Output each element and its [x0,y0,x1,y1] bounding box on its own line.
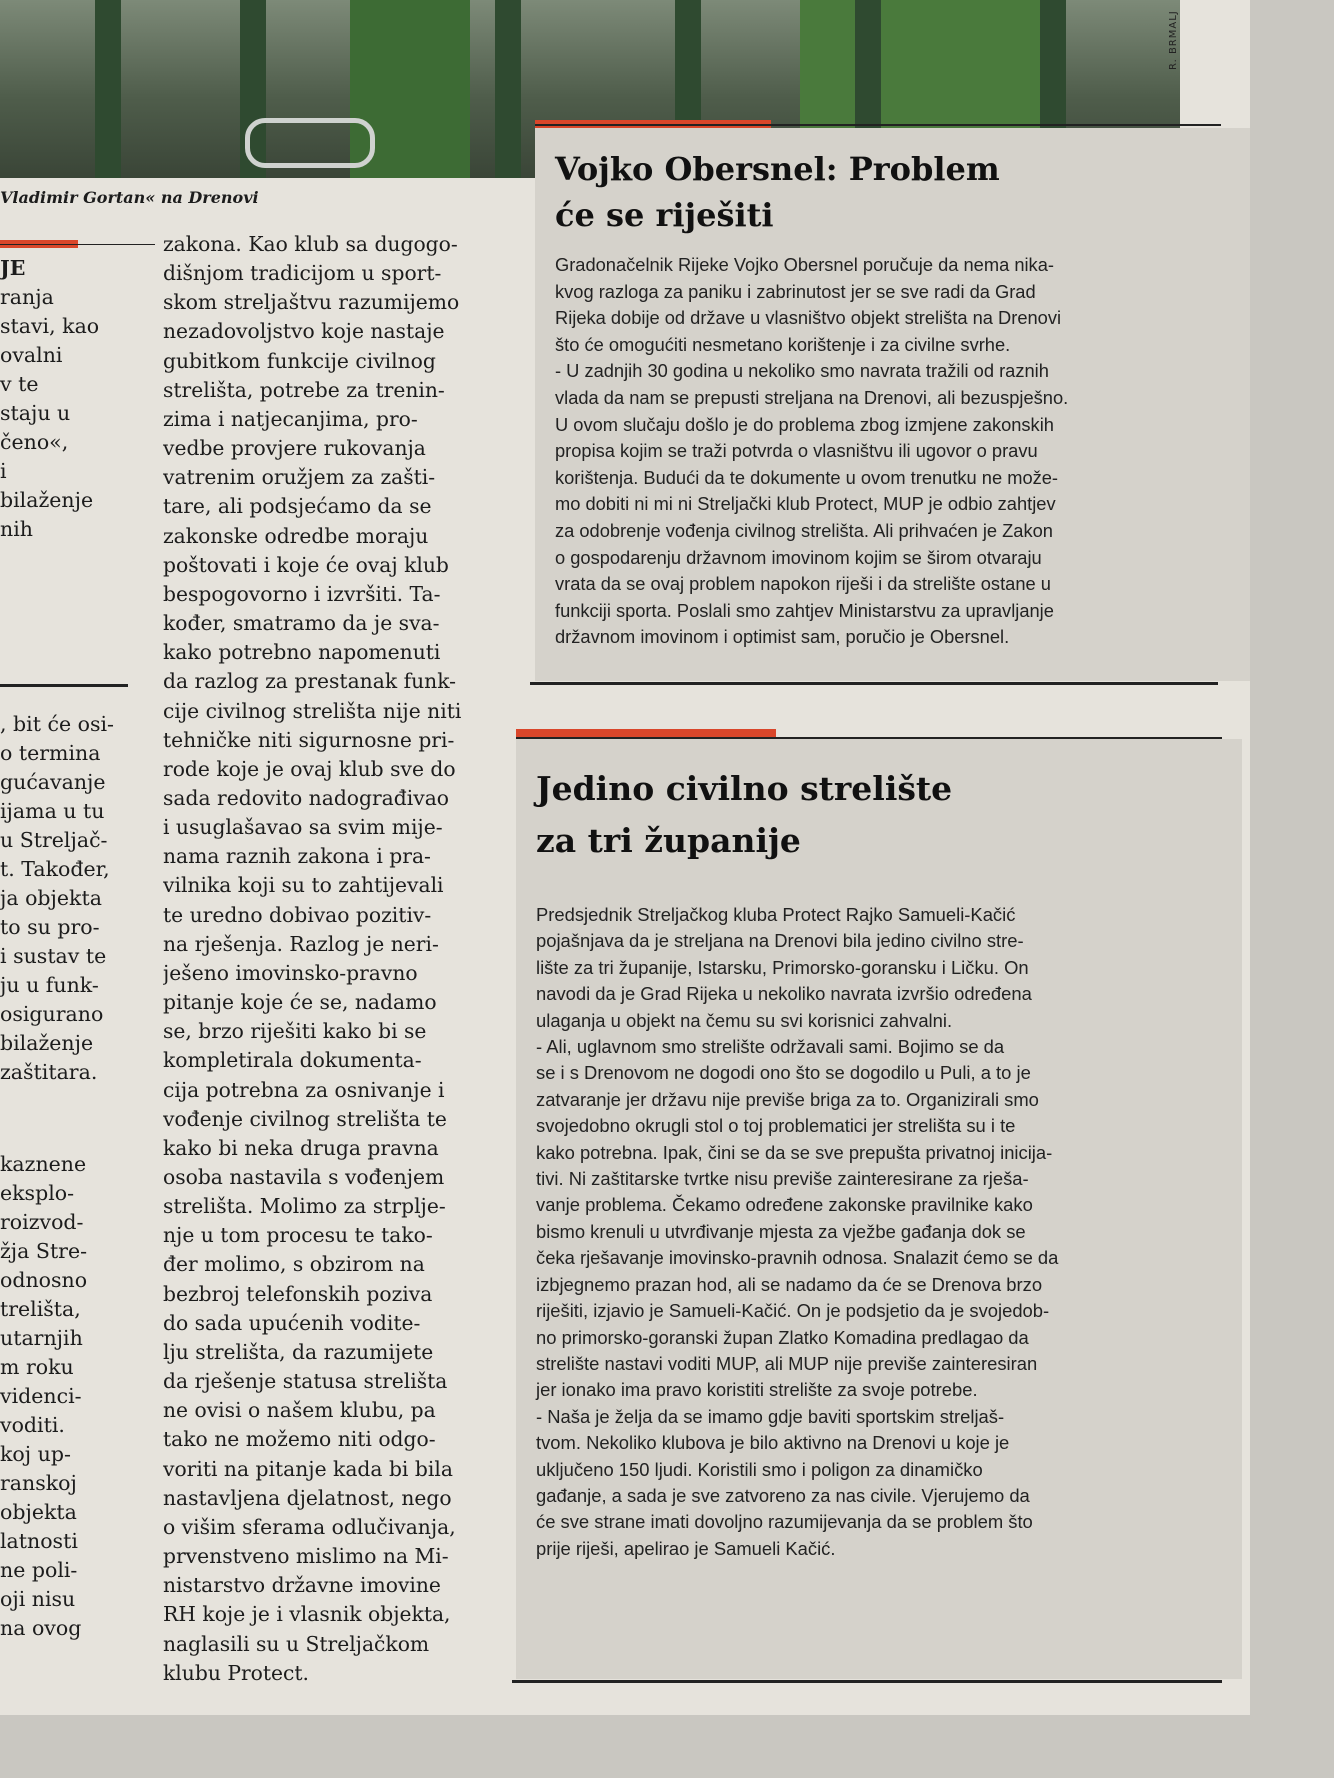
photo-caption: Vladimir Gortan« na Drenovi [0,188,259,207]
text-line: cije civilnog strelišta nije niti [163,698,462,723]
text-line: strelišta. Molimo za strplje- [163,1194,446,1219]
text-line: staju u [0,401,71,425]
text-line: videnci- [0,1384,82,1408]
text-line: roizvod- [0,1210,84,1234]
text-line: i usuglašavao sa svim mije- [163,815,443,840]
left-column-head: JE [0,256,26,280]
text-line: na rješenja. Razlog je neri- [163,931,439,956]
text-line: ne poli- [0,1558,78,1582]
text-line: oji nisu [0,1587,76,1611]
box1-bottom-rule [530,682,1218,685]
text-line: to su pro- [0,915,100,939]
text-line: odnosno [0,1268,88,1292]
text-line: zatvaranje jer državu nije previše briga za to. Organizirali smo [536,1088,1039,1110]
text-line: tehničke niti sigurnosne pri- [163,727,455,752]
text-line: pojašnjava da je streljana na Drenovi bila jedino civilno stre- [536,930,1024,952]
text-line: eksplo- [0,1181,75,1205]
text-line: će sve strane imati dovoljno razumijevanja da se problem što [536,1511,1033,1533]
text-line: nih [0,517,33,541]
text-line: ranskoj [0,1471,77,1495]
text-line: rode koje je ovaj klub sve do [163,756,456,781]
text-line: žja Stre- [0,1239,88,1263]
text-line: latnosti [0,1529,78,1553]
text-line: t. Također, [0,857,110,881]
text-line: vanje problema. Čekamo određene zakonske pravilnike kako [536,1194,1033,1216]
text-line: ulaganja u objekt na čemu su svi korisnici zahvalni. [536,1009,953,1031]
text-line: kaznene [0,1152,87,1176]
text-line: voriti na pitanje kada bi bila [163,1456,453,1481]
text-line: stavi, kao [0,314,100,338]
text-line: izbjegnemo prazan hod, ali se nadamo da će se Drenova brzo [536,1273,1043,1295]
text-line: zima i natjecanjima, pro- [163,406,418,431]
text-line: koj up- [0,1442,71,1466]
text-line: zakonske odredbe moraju [163,523,429,548]
text-line: lište za tri županije, Istarsku, Primorsko-goransku i Ličku. On [536,956,1029,978]
text-line: bezbroj telefonskih poziva [163,1281,433,1306]
text-line: prvenstveno mislimo na Mi- [163,1544,449,1569]
text-line: nama raznih zakona i pra- [163,844,431,869]
text-line: utarnjih [0,1326,83,1350]
box2-title [536,763,1222,867]
text-line: gađanje, a sada je sve zatvoreno za nas civile. Vjerujemo da [536,1484,1030,1506]
text-line: jer ionako ima pravo koristiti strelište za svoje potrebe. [536,1379,978,1401]
text-line: ranja [0,285,54,309]
text-line: kako potrebno napomenuti [163,640,441,665]
text-line: se i s Drenovom ne dogodi ono što se dogodilo u Puli, a to je [536,1062,1031,1084]
text-line: do sada upućenih vodite- [163,1310,421,1335]
middle-column [163,230,493,1688]
text-line: bilaženje [0,488,94,512]
text-line: tare, ali podsjećamo da se [163,494,432,519]
text-line: voditi. [0,1413,65,1437]
article-box-jedino-streliste [516,739,1242,1679]
text-line: tako ne možemo niti odgo- [163,1427,436,1452]
text-line: i [0,459,7,483]
text-line: , bit će osi- [0,712,114,736]
box2-title-line-2: za tri županije [536,821,801,860]
text-line: đer molimo, s obzirom na [163,1252,425,1277]
text-line: zaštitara. [0,1060,98,1084]
text-line: navodi da je Grad Rijeka u nekoliko navrata izvršio određena [536,983,1032,1005]
text-line: propisa kojim se traži potvrda o vlasništvu ili ugovor o pravu [555,440,1038,462]
box1-title-line-1: Vojko Obersnel: Problem [555,150,1000,188]
text-line: čeno«, [0,430,69,454]
text-line: - Naša je želja da se imamo gdje baviti sportskim streljaš- [536,1405,1005,1427]
text-line: lju strelišta, da razumijete [163,1339,434,1364]
text-line: mo dobiti ni mi ni Streljački klub Protect, MUP je odbio zahtjev [555,493,1056,515]
text-line: gubitkom funkcije civilnog [163,348,436,373]
text-line: nistarstvo državne imovine [163,1573,441,1598]
text-line: ju u funk- [0,973,99,997]
text-line: trelišta, [0,1297,81,1321]
box1-title [555,146,1231,238]
text-line: bespogovorno i izvršiti. Ta- [163,581,441,606]
text-line: čeka rješavanje imovinsko-pravnih odnosa. Snalazit ćemo se da [536,1247,1059,1269]
text-line: gućavanje [0,770,106,794]
text-line: u Streljač- [0,828,108,852]
text-line: nastavljena djelatnost, nego [163,1485,452,1510]
left-column-middle [0,710,150,1087]
text-line: sada redovito nadograđivao [163,785,450,810]
box1-top-rule [535,124,1221,126]
text-line: prije riješi, apelirao je Samueli Kačić. [536,1537,836,1559]
text-line: strelišta, potrebe za trenin- [163,377,445,402]
text-line: zakona. Kao klub sa dugogo- [163,232,458,256]
text-line: osoba nastavila s vođenjem [163,1165,445,1189]
text-line: ijama u tu [0,799,105,823]
box2-body [536,902,1222,1562]
text-line: - U zadnjih 30 godina u nekoliko smo navrata tražili od raznih [555,360,1049,382]
text-line: i sustav te [0,944,107,968]
text-line: da razlog za prestanak funk- [163,669,456,694]
text-line: ja objekta [0,886,102,910]
box1-title-line-2: će se riješiti [555,196,774,234]
text-line: kođer, smatramo da je sva- [163,611,440,636]
text-line: klubu Protect. [163,1660,309,1685]
text-line: vedbe provjere rukovanja [163,436,426,461]
text-line: Rijeka dobije od države u vlasništvo objekt strelišta na Drenovi [555,307,1062,329]
text-line: državnom imovinom i optimist sam, poručio je Obersnel. [555,626,1010,648]
text-line: da rješenje statusa strelišta [163,1369,448,1394]
text-line: uključeno 150 ljudi. Koristili smo i poligon za dinamičko [536,1458,983,1480]
text-line: U ovom slučaju došlo je do problema zbog izmjene zakonskih [555,413,1054,435]
text-line: vilnika koji su to zahtijevali [163,873,444,898]
left-top-rule [0,244,155,245]
text-line: kompletirala dokumenta- [163,1048,422,1073]
box2-bottom-rule [512,1680,1222,1683]
text-line: kako bi neka druga pravna [163,1135,439,1160]
text-line: m roku [0,1355,74,1379]
photo-credit: R. BRMALJ [1168,10,1179,70]
text-line: skom streljaštvu razumijemo [163,290,460,315]
text-line: o termina [0,741,101,765]
text-line: - Ali, uglavnom smo strelište održavali sami. Bojimo se da [536,1036,1005,1058]
text-line: RH koje je i vlasnik objekta, [163,1602,451,1627]
text-line: što će omogućiti nesmetano korištenje i za civilne svrhe. [555,333,1011,355]
left-mid-rule [0,684,128,687]
left-column-bottom [0,1150,150,1643]
text-line: ješeno imovinsko-pravno [163,960,418,985]
text-line: na ovog [0,1616,82,1640]
text-line: korištenja. Budući da te dokumente u ovom trenutku ne može- [555,466,1059,488]
text-line: poštovati i koje će ovaj klub [163,552,449,577]
text-line: ovalni [0,343,63,367]
text-line: o višim sferama odlučivanja, [163,1514,456,1539]
text-line: strelište nastavi voditi MUP, ali MUP nije previše zainteresiran [536,1352,1038,1374]
text-line: Gradonačelnik Rijeke Vojko Obersnel poručuje da nema nika- [555,254,1054,275]
text-line: pitanje koje će se, nadamo [163,990,437,1015]
text-line: bismo krenuli u utvrđivanje mjesta za vježbe gađanja dok se [536,1220,1026,1242]
text-line: nje u tom procesu te tako- [163,1223,433,1248]
text-line: vatrenim oružjem za zašti- [163,465,436,490]
text-line: no primorsko-goranski župan Zlatko Komadina predlagao da [536,1326,1029,1348]
text-line: vrata da se ovaj problem napokon riješi i da strelište ostane u [555,573,1051,595]
left-column-top [0,254,150,544]
text-line: se, brzo riješiti kako bi se [163,1019,427,1044]
box2-title-line-1: Jedino civilno strelište [536,769,953,808]
text-line: bilaženje [0,1031,94,1055]
text-line: nezadovoljstvo koje nastaje [163,319,445,344]
text-line: za odobrenje vođenja civilnog strelišta. Ali prihvaćen je Zakon [555,519,1053,541]
text-line: tivi. Ni zaštitarske tvrtke nisu previše zainteresirane za rješa- [536,1168,1029,1190]
text-line: kvog razloga za paniku i zabrinutost jer se sve radi da Grad [555,280,1036,302]
text-line: te uredno dobivao pozitiv- [163,902,432,927]
text-line: Predsjednik Streljačkog kluba Protect Rajko Samueli-Kačić [536,904,1016,925]
text-line: riješiti, izjavio je Samueli-Kačić. On je podsjetio da je svojedob- [536,1300,1050,1322]
text-line: osigurano [0,1002,104,1026]
text-line: svojedobno okrugli stol o toj problematici jer strelišta su i te [536,1115,1016,1137]
text-line: tvom. Nekoliko klubova je bilo aktivno na Drenovi u koje je [536,1432,1010,1454]
text-line: kako potrebna. Ipak, čini se da se sve prepušta privatnoj inicija- [536,1141,1053,1163]
text-line: ne ovisi o našem klubu, pa [163,1398,436,1423]
text-line: v te [0,372,39,396]
text-line: vođenje civilnog strelišta te [163,1106,447,1131]
box1-body [555,252,1231,651]
text-line: cija potrebna za osnivanje i [163,1077,445,1102]
text-line: vlada da nam se prepusti streljana na Drenovi, ali bezuspješno. [555,386,1069,408]
text-line: funkciji sporta. Poslali smo zahtjev Ministarstvu za upravljanje [555,599,1054,621]
text-line: dišnjom tradicijom u sport- [163,261,442,286]
text-line: naglasili su u Streljačkom [163,1631,430,1656]
text-line: o gospodarenju državnom imovinom kojim se širom otvaraju [555,546,1042,568]
text-line: objekta [0,1500,77,1524]
chain-lock-graphic [245,118,375,168]
article-box-obersnel [535,128,1250,681]
